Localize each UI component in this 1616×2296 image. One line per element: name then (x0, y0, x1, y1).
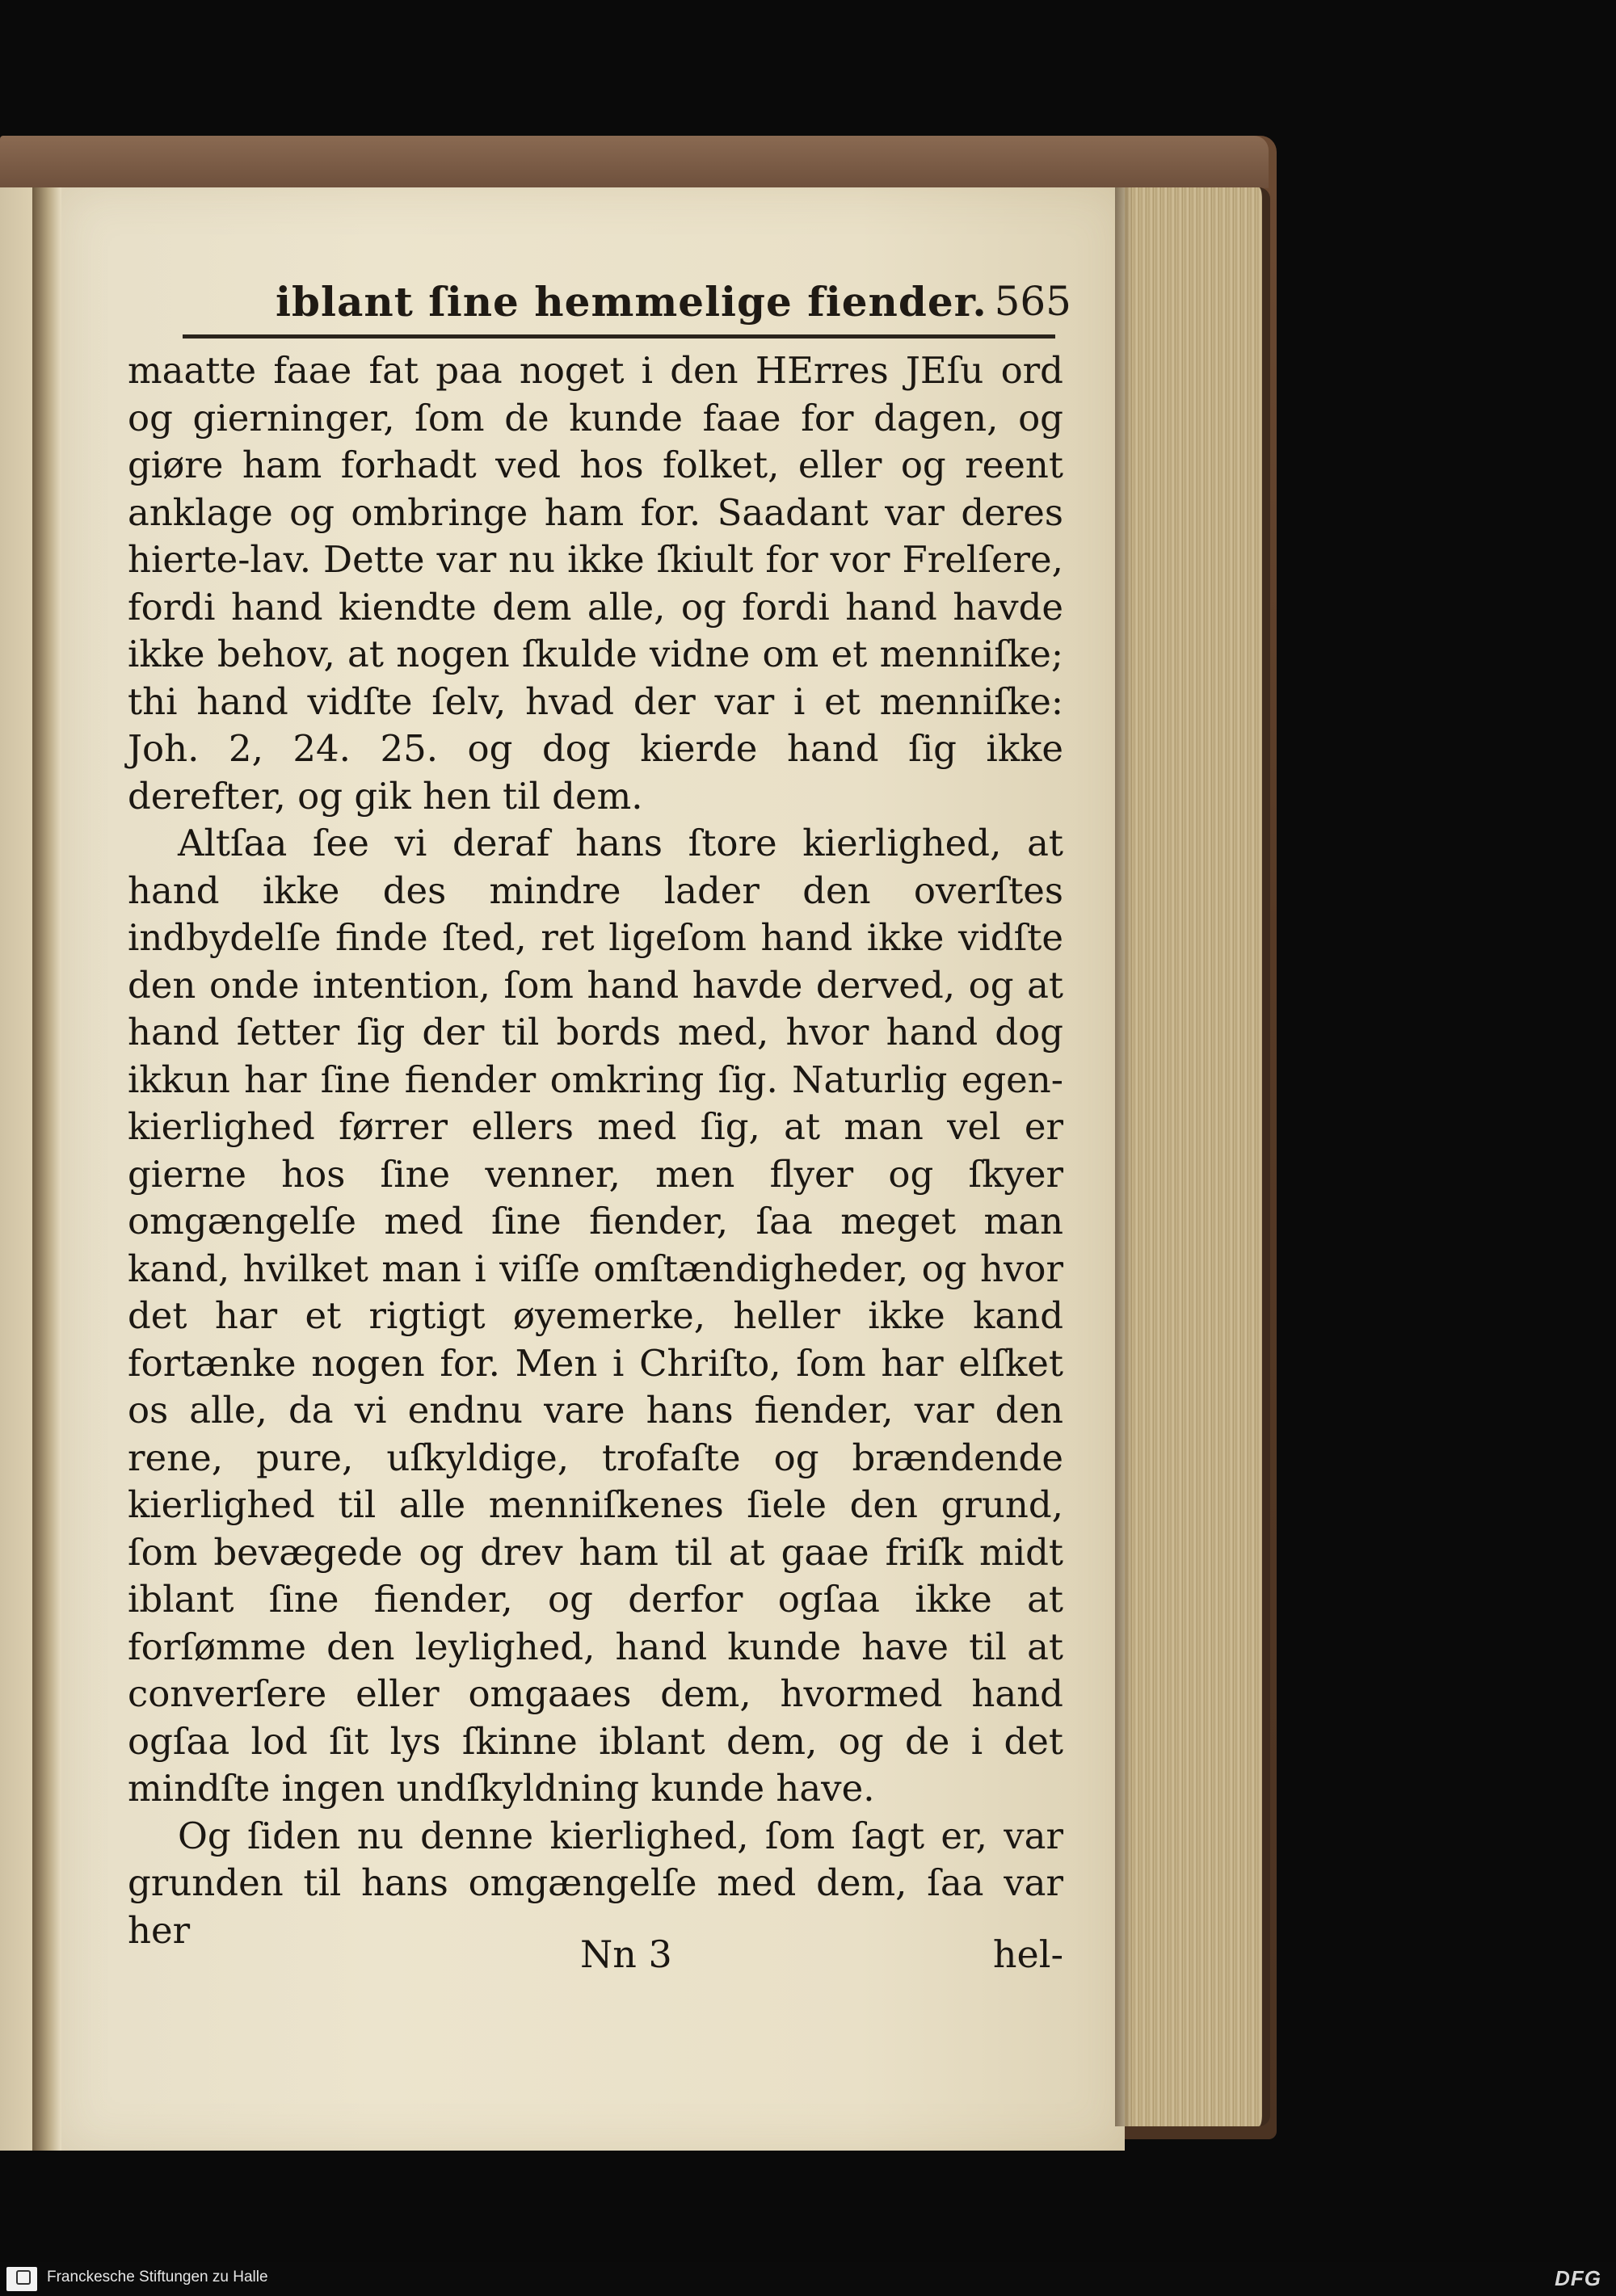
page-number: 565 (994, 278, 1071, 325)
body-text (128, 347, 1063, 1954)
paragraph: maatte faae fat paa noget i den HErres JEſu ord og gierninger, ſom de kunde faae for dagen, og giøre ham forhadt ved hos folket, eller og reent anklage og ombringe ham for. Saadant var deres hierte-lav. Dette var nu ikke ſkiult for vor Frelſere, fordi hand kiendte dem alle, og fordi hand havde ikke behov, at nogen ſkulde vidne om et menniſke; thi hand vidſte ſelv, hvad der var i et menniſke: Joh. 2, 24. 25. og dog kierde hand ſig ikke derefter, og gik hen til dem. (128, 349, 1063, 818)
archive-name: Franckesche Stiftungen zu Halle (47, 2269, 268, 2285)
header-rule (183, 334, 1055, 339)
facing-page-edge (0, 187, 32, 2151)
gutter-shadow (32, 187, 61, 2151)
dfg-logo: DFG (1555, 2266, 1601, 2290)
running-title: iblant ſine hemmelige fiender. (276, 278, 987, 326)
paragraph: Og ſiden nu denne kierlighed, ſom ſagt er, var grunden til hans omgængelſe med dem, ſaa var her (128, 1814, 1063, 1952)
book-cover-top-edge (0, 136, 1269, 188)
page-header (183, 278, 1071, 351)
paragraph: Altſaa ſee vi deraf hans ſtore kierlighed, at hand ikke des mindre lader den overſtes indbydelſe finde ſted, ret ligeſom hand ikke vidſte den onde intention, ſom hand havde derved, og at hand ſetter ſig der til bords med, hvor hand dog ikkun har ſine fiender omkring ſig. Naturlig egen-kierlighed førrer ellers med ſig, at man vel er gierne hos ſine venner, men flyer og ſkyer omgængelſe med ſine fiender, ſaa meget man kand, hvilket man i viſſe omſtændigheder, og hvor det har et rigtigt øyemerke, heller ikke kand fortænke nogen for. Men i Chriſto, ſom har elſket os alle, da vi endnu vare hans fiender, var den rene, pure, uſkyldige, trofaſte og brændende kierlighed til alle menniſkenes ſiele den grund, ſom bevægede og drev ham til at gaae friſk midt iblant ſine fiender, og derfor ogſaa ikke at forſømme den leylighed, hand kunde have til at converſere eller omgaaes dem, hvormed hand ogſaa lod ſit lys ſkinne iblant dem, og de i det mindſte ingen undſkyldning kunde have. (128, 822, 1063, 1810)
archive-logo-icon (6, 2267, 37, 2291)
page-edge-shadow (1115, 187, 1133, 2126)
archive-footer-bar (0, 2262, 1616, 2296)
book-page (61, 187, 1125, 2151)
page-block-fore-edge (1125, 187, 1270, 2126)
catchword: hel- (992, 1932, 1063, 1976)
signature-mark: Nn 3 (580, 1932, 672, 1976)
page-footer (128, 1932, 1063, 1989)
